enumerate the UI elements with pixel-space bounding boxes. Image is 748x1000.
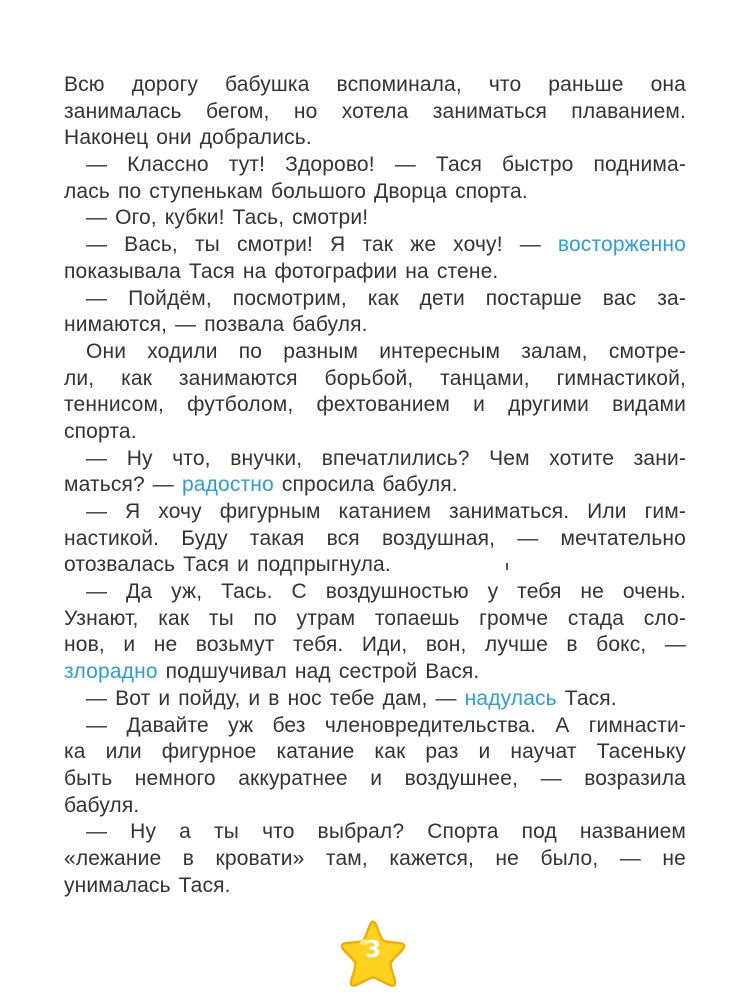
accent-word: восторженно [557,233,686,257]
text-line: — Вась, ты смотри! Я так же хочу! — восторженно [86,233,686,257]
text-line: теннисом, футболом, фехтованием и другими видами [64,393,686,417]
text-line: — Ну что, внучки, впечатлились? Чем хотите зани- [86,446,686,470]
text-line: лась по ступенькам большого Дворца спорта. [64,179,528,203]
text-line: нов, и не возьмут тебя. Иди, вон, лучше в бокс, — [64,633,686,657]
text-line: Они ходили по разным интересным залам, смотре- [86,339,686,363]
text-line: — Вот и пойду, и в нос тебе дам, — надулась Тася. [86,686,617,710]
text-line: — Классно тут! Здорово! — Тася быстро поднима- [86,153,686,177]
text-line: показывала Тася на фотографии на стене. [64,259,499,283]
text-line: занималась бегом, но хотела заниматься плаванием. [64,99,686,123]
text-line: отозвалась Тася и подпрыгнула. [64,553,391,577]
text-line: Всю дорогу бабушка вспоминала, что раньше она [64,73,686,96]
accent-word: радостно [181,473,274,497]
text-line: унималась Тася. [64,873,231,897]
stray-mark [506,563,508,570]
text-line: — Давайте уж без членовредительства. А гимнасти- [86,713,686,737]
text-line: — Да уж, Тась. С воздушностью у тебя не очень. [86,580,686,604]
text-line: бабуля. [64,793,140,817]
text-line: ка или фигурное катание как раз и научат Тасеньку [64,740,686,764]
text-line: «лежание в кровати» там, кажется, не было, — не [64,846,686,870]
text-line: настикой. Буду такая вся воздушная, — мечтательно [64,526,686,550]
text-line: — Ну а ты что выбрал? Спорта под названием [86,820,686,844]
text-line: — Ого, кубки! Тась, смотри! [86,206,369,230]
text-line: нимаются, — позвала бабуля. [64,313,368,337]
text-line: — Пойдём, посмотрим, как дети постарше вас за- [86,286,686,310]
text-line: Узнают, как ты по утрам топаешь громче стада сло- [64,606,686,630]
text-line: быть немного аккуратнее и воздушнее, — возразила [64,766,686,790]
page-number: 3 [364,937,381,963]
text-line: — Я хочу фигурным катанием заниматься. Или гим- [86,500,686,523]
story-text [64,72,686,899]
accent-word: надулась [464,686,557,710]
text-line: спорта. [64,419,137,443]
text-line: злорадно подшучивал над сестрой Вася. [64,660,480,684]
accent-word: злорадно [64,660,158,684]
text-line: маться? — радостно спросила бабуля. [64,473,458,497]
text-line: ли, как занимаются борьбой, танцами, гимнастикой, [64,366,686,390]
text-line: Наконец они добрались. [64,126,312,150]
